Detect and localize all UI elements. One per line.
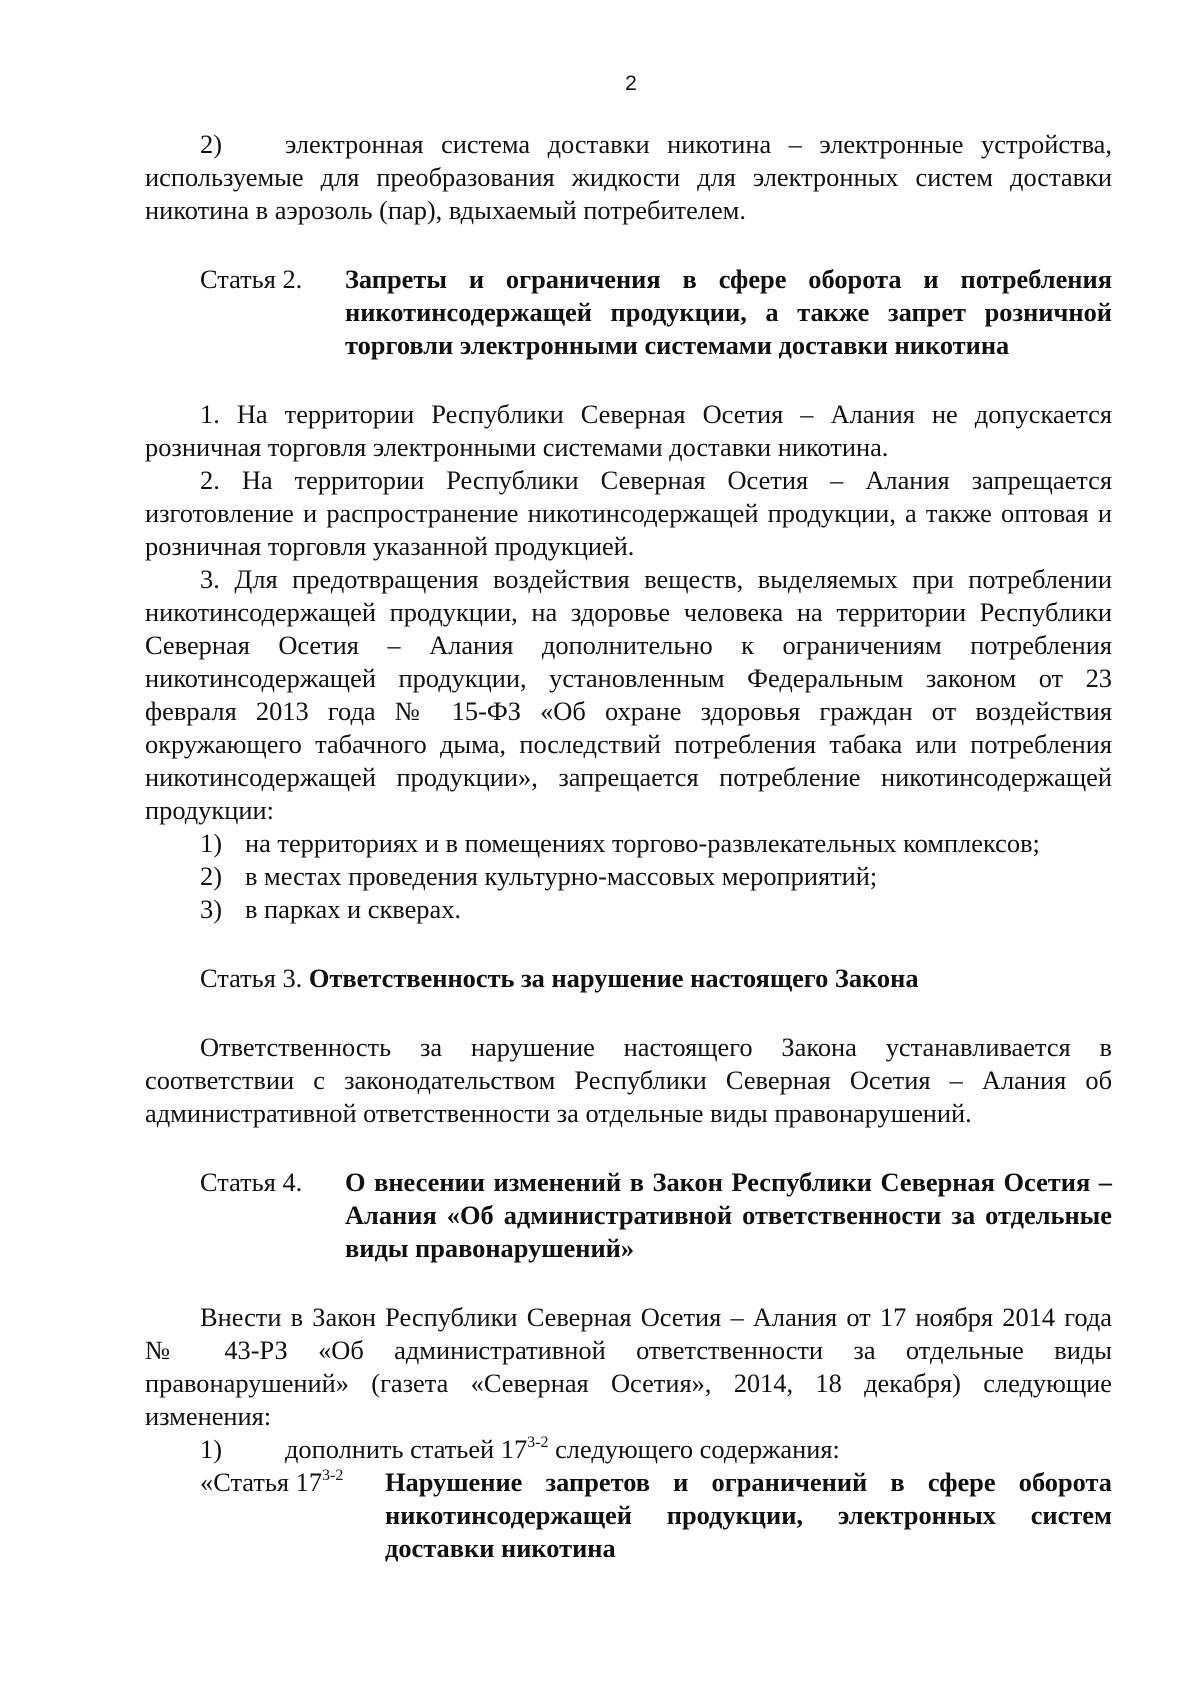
article-2-label: Статья 2.	[200, 264, 303, 294]
new-article-label-text: «Статья 17	[200, 1467, 323, 1497]
new-article-label	[200, 1466, 343, 1499]
page-number: 2	[625, 72, 637, 95]
article-2-paragraph-3: 3. Для предотвращения воздействия веществ, выделяемых при потреблении никотинсодержащей продукции, на здоровье человека на территории Республики Северная Осетия – Алания дополнительно к ограничениям потребления никотинсодержащей продукции, установленным Федеральным законом от 23 февраля 2013 года № 15-ФЗ «Об охране здоровья граждан от воздействия окружающего табачного дыма, последствий потребления табака или потребления никотинсодержащей продукции», запрещается потребление никотинсодержащей продукции:	[145, 564, 1112, 825]
definition-text: электронная система доставки никотина – электронные устройства, используемые для преобразования жидкости для электронных систем доставки никотина в аэрозоль (пар), вдыхаемый потребителем.	[145, 129, 1112, 225]
article-3-label: Статья 3.	[200, 963, 303, 993]
list-item	[145, 827, 1112, 860]
document-body	[145, 128, 1112, 1565]
amendment-superscript: 3-2	[527, 1434, 549, 1451]
article-4-heading	[145, 1166, 1112, 1265]
article-4-body: Внести в Закон Республики Северная Осетия – Алания от 17 ноября 2014 года № 43-РЗ «Об административной ответственности за отдельные виды правонарушений» (газета «Северная Осетия», 2014, 18 декабря) следующие изменения:	[145, 1302, 1112, 1431]
list-item-text: на территориях и в помещениях торгово-развлекательных комплексов;	[245, 828, 1040, 858]
article-2-paragraph-2: 2. На территории Республики Северная Осетия – Алания запрещается изготовление и распространение никотинсодержащей продукции, а также оптовая и розничная торговля указанной продукцией.	[145, 465, 1112, 561]
list-item	[145, 893, 1112, 926]
list-item	[145, 860, 1112, 893]
list-item-number: 3)	[200, 894, 222, 924]
amendment-text-start: дополнить статьей 17	[285, 1434, 528, 1464]
article-2-heading	[145, 263, 1112, 362]
new-article-title: Нарушение запретов и ограничений в сфере оборота никотинсодержащей продукции, электронных систем доставки никотина	[385, 1467, 1112, 1563]
article-2-title: Запреты и ограничения в сфере оборота и потребления никотинсодержащей продукции, а также запрет розничной торговли электронными системами доставки никотина	[345, 264, 1112, 360]
definition-number: 2)	[200, 129, 222, 159]
new-article-heading	[145, 1466, 1112, 1565]
list-item-text: в местах проведения культурно-массовых мероприятий;	[245, 861, 878, 891]
amendment-item	[145, 1433, 1112, 1466]
article-4-label: Статья 4.	[200, 1167, 303, 1197]
list-item-number: 2)	[200, 861, 222, 891]
amendment-text-end: следующего содержания:	[548, 1434, 840, 1464]
amendment-number: 1)	[200, 1434, 222, 1464]
list-item-text: в парках и скверах.	[245, 894, 461, 924]
article-2-paragraph-1: 1. На территории Республики Северная Осетия – Алания не допускается розничная торговля электронными системами доставки никотина.	[145, 399, 1112, 462]
article-3-heading	[145, 962, 1112, 995]
definition-item	[145, 128, 1112, 227]
list-item-number: 1)	[200, 828, 222, 858]
article-4-title: О внесении изменений в Закон Республики Северная Осетия – Алания «Об административной ответственности за отдельные виды правонарушений»	[345, 1167, 1112, 1263]
new-article-label-superscript: 3-2	[322, 1467, 344, 1484]
article-3-title: Ответственность за нарушение настоящего Закона	[308, 963, 919, 993]
article-3-body: Ответственность за нарушение настоящего Закона устанавливается в соответствии с законодательством Республики Северная Осетия – Алания об административной ответственности за отдельные виды правонарушений.	[145, 1032, 1112, 1128]
